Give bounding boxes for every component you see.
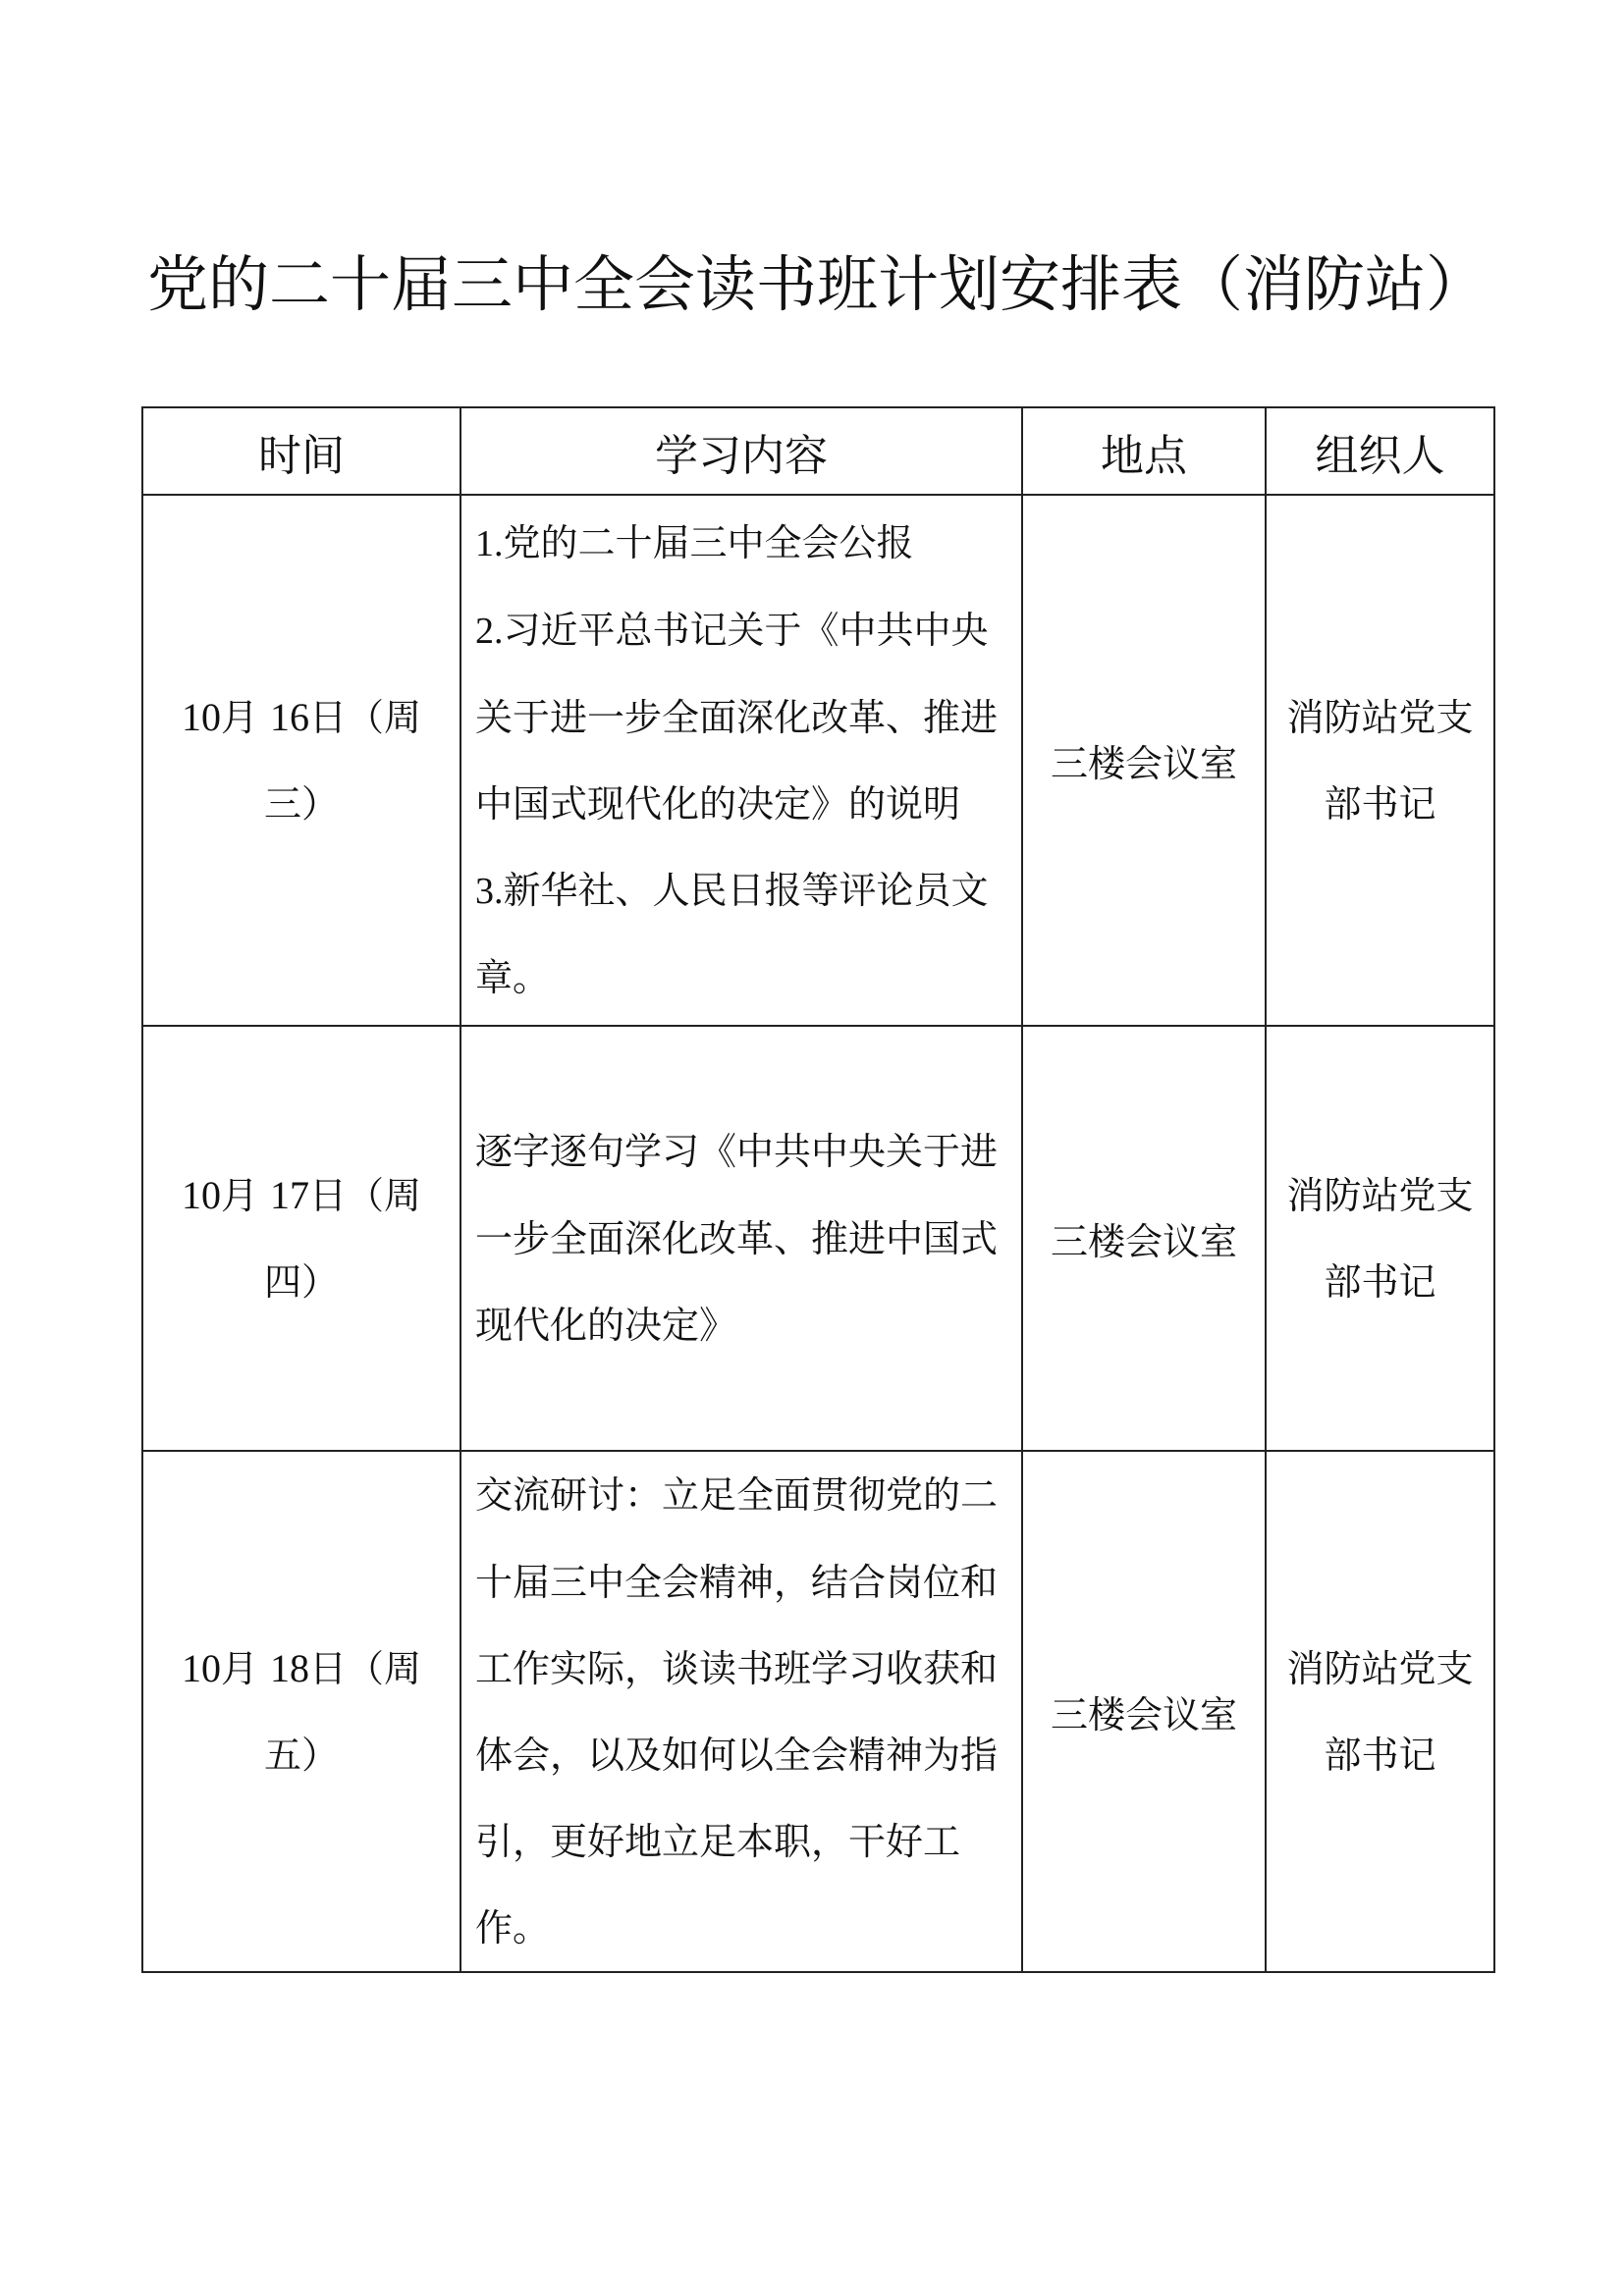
time-day-label: 日（周五） [263,1646,422,1777]
time-cell [142,1451,460,1972]
organizer-cell: 消防站党支部书记 [1266,1026,1494,1451]
content-line-text: 新华社、人民日报等评论员文章。 [475,869,989,999]
content-line [475,847,1009,1021]
time-day-label: 日（周四） [263,1173,422,1304]
table-row [142,495,1494,1026]
header-organizer: 组织人 [1266,407,1494,495]
document-title: 党的二十届三中全会读书班计划安排表（消防站） [147,248,1488,320]
header-place: 地点 [1022,407,1266,495]
time-cell [142,495,460,1026]
content-line-text: 党的二十届三中全会公报 [503,521,914,564]
time-month-label: 月 [220,1646,258,1690]
content-line-text: 交流研讨：立足全面贯彻党的二十届三中全会精神，结合岗位和工作实际，谈读书班学习收获和体会，以及如何以全会精神为指引，更好地立足本职，干好工作。 [475,1473,999,1949]
content-line-number: 3. [475,871,504,912]
table-header-row [142,407,1494,495]
time-cell [142,1026,460,1451]
time-year-num: 10 [181,1172,221,1217]
time-day-label: 日（周三） [263,695,422,826]
organizer-cell: 消防站党支部书记 [1266,495,1494,1026]
content-line [475,587,1009,847]
time-month-label: 月 [220,695,258,739]
content-cell [460,1026,1022,1451]
schedule-table [141,406,1495,1973]
time-year-num: 10 [181,1645,221,1690]
header-content: 学习内容 [460,407,1022,495]
time-day-num: 18 [270,1645,310,1690]
table-row [142,1451,1494,1972]
content-line-number: 2. [475,611,504,652]
organizer-cell: 消防站党支部书记 [1266,1451,1494,1972]
time-month-label: 月 [220,1173,258,1217]
content-line-number: 1. [475,523,504,564]
content-line [475,500,1009,587]
content-line [475,1452,1009,1971]
table-row [142,1026,1494,1451]
content-line-text: 逐字逐句学习《中共中央关于进一步全面深化改革、推进中国式现代化的决定》 [475,1130,999,1347]
place-cell: 三楼会议室 [1022,1026,1266,1451]
place-cell: 三楼会议室 [1022,495,1266,1026]
place-cell: 三楼会议室 [1022,1451,1266,1972]
content-cell [460,495,1022,1026]
time-day-num: 16 [270,694,310,739]
content-line-text: 习近平总书记关于《中共中央关于进一步全面深化改革、推进中国式现代化的决定》的说明 [475,609,999,826]
header-time: 时间 [142,407,460,495]
time-year-num: 10 [181,694,221,739]
content-cell [460,1451,1022,1972]
time-day-num: 17 [270,1172,310,1217]
content-line [475,1108,1009,1368]
